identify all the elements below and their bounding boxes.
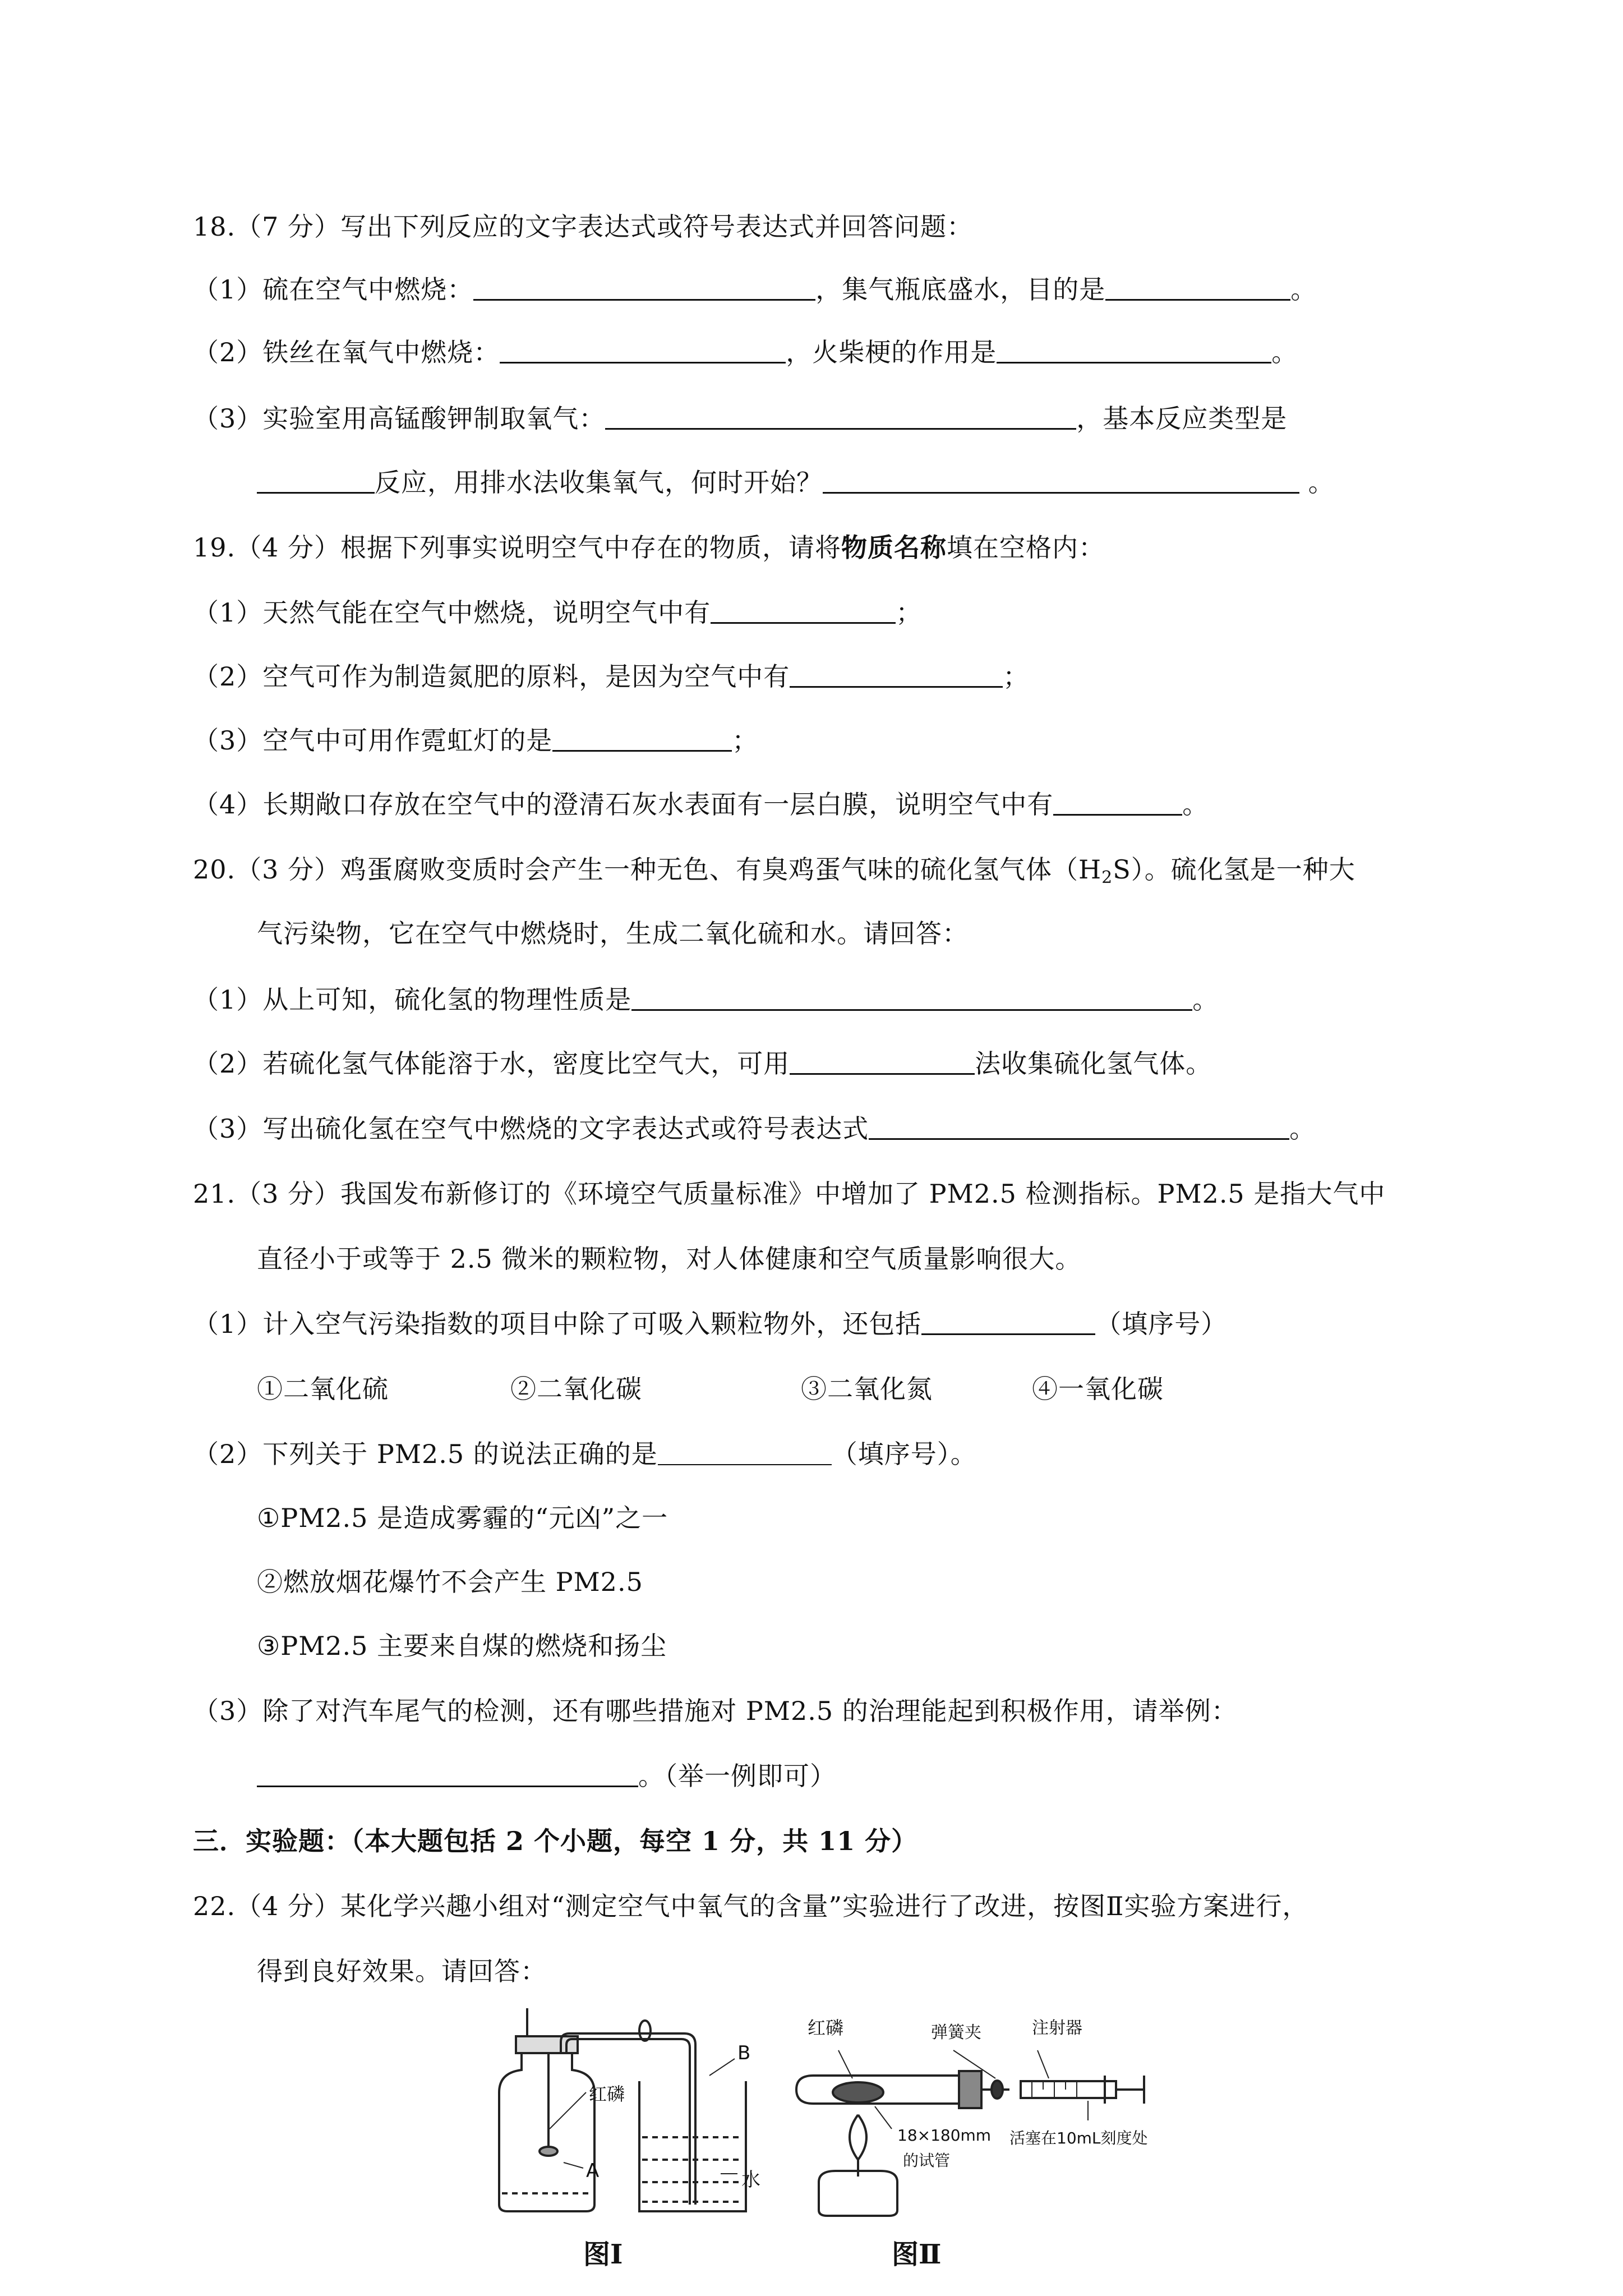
q19-p1-blank[interactable] [711,597,896,624]
q22-title [193,1889,1308,1923]
q19-p2-blank[interactable] [790,661,1003,688]
q18-p1-middle: ，集气瓶底盛水，目的是 [815,274,1106,305]
q21-part1 [193,1307,1227,1341]
q21-title [193,1177,1385,1211]
q18-p3-middle: ，基本反应类型是 [1076,403,1288,434]
q21-option-4-text: ④一氧化碳 [1032,1374,1164,1404]
q19-part1 [193,596,922,629]
figure-2-label-spring-clip: 弹簧夹 [931,2023,981,2042]
q22-title-text: 22.（4 分）某化学兴趣小组对“测定空气中氧气的含量”实验进行了改进，按图Ⅱ实验方案进行， [193,1891,1309,1921]
q20-title-subscript: 2 [1101,868,1113,887]
q20-part3 [193,1112,1316,1145]
q19-title-pre: 19.（4 分）根据下列事实说明空气中存在的物质，请将 [193,532,842,563]
q19-p3-blank[interactable] [552,725,732,752]
figure-1-label-water: 水 [741,2169,760,2191]
q19-p2-end: ； [1003,661,1030,692]
q21-part3-cont [257,1759,836,1793]
figure-2-label-tube: 的试管 [903,2151,951,2170]
q21-statement-2 [257,1565,643,1599]
q21-p1-end: （填序号） [1095,1309,1228,1339]
q20-part2 [193,1047,1212,1080]
q19-p4-end: 。 [1182,789,1209,820]
q21-statement-1 [257,1501,668,1535]
q21-s2-text: ②燃放烟花爆竹不会产生 PM2.5 [257,1567,643,1597]
figure-1-label-red-phosphorus: 红磷 [589,2083,625,2105]
section3-title-text: 三．实验题：（本大题包括 2 个小题，每空 1 分，共 11 分） [193,1826,918,1856]
q20-p3-end: 。 [1289,1114,1316,1144]
q19-p2-prefix: （2）空气可作为制造氮肥的原料，是因为空气中有 [193,661,790,692]
q18-part2 [193,335,1298,369]
q20-p1-blank[interactable] [631,984,1192,1011]
q21-title2-text: 直径小于或等于 2.5 微米的颗粒物，对人体健康和空气质量影响很大。 [257,1244,1082,1274]
q20-title-post: S）。硫化氢是一种大 [1113,854,1355,885]
q18-title [193,210,973,243]
q20-p2-end: 法收集硫化氢气体。 [975,1048,1212,1079]
q21-p1-blank[interactable] [921,1309,1095,1335]
figure-2-label-piston: 活塞在10mL刻度处 [1009,2129,1148,2147]
q18-p2-prefix: （2）铁丝在氧气中燃烧： [193,337,500,367]
q20-p3-blank[interactable] [869,1114,1289,1140]
q18-title-text: 18.（7 分）写出下列反应的文字表达式或符号表达式并回答问题： [193,211,974,242]
figure-2-label-tube-size: 18×180mm [897,2126,992,2145]
figure-2-apparatus [785,2008,1166,2221]
section3-heading [193,1824,917,1858]
q18-p1-prefix: （1）硫在空气中燃烧： [193,274,474,305]
q18-part3-cont [257,466,1335,499]
q21-option-1 [257,1372,389,1406]
q21-s1-text: ①PM2.5 是造成雾霾的“元凶”之一 [257,1503,668,1533]
q19-p1-end: ； [896,597,923,628]
q20-p1-prefix: （1）从上可知，硫化氢的物理性质是 [193,984,632,1015]
q21-option-4 [1032,1372,1164,1406]
q21-option-3-text: ③二氧化氮 [801,1374,933,1404]
q20-title-pre: 20.（3 分）鸡蛋腐败变质时会产生一种无色、有臭鸡蛋气味的硫化氢气体（H [193,854,1102,885]
figure-1-caption: 图Ⅰ [583,2239,623,2270]
q21-p2-blank[interactable] [658,1439,832,1465]
q20-p3-prefix: （3）写出硫化氢在空气中燃烧的文字表达式或符号表达式 [193,1114,869,1144]
q18-part3 [193,402,1287,435]
q20-title2-text: 气污染物，它在空气中燃烧时，生成二氧化硫和水。请回答： [257,918,969,949]
figure-2-label-syringe: 注射器 [1032,2018,1082,2038]
q18-p1-blank-equation[interactable] [473,274,815,301]
q18-p3-blank-type[interactable] [257,467,375,494]
q21-p1-prefix: （1）计入空气污染指数的项目中除了可吸入颗粒物外，还包括 [193,1309,922,1339]
q18-p1-blank-purpose[interactable] [1105,274,1290,301]
figure-1-label-a: A [586,2160,600,2182]
q21-title-text: 21.（3 分）我国发布新修订的《环境空气质量标准》中增加了 PM2.5 检测指标。PM2.5 是指大气中 [193,1179,1386,1209]
q20-p2-prefix: （2）若硫化氢气体能溶于水，密度比空气大，可用 [193,1048,790,1079]
q18-p2-middle: ，火柴梗的作用是 [786,337,997,367]
q21-p3b-end: 。（举一例即可） [638,1761,836,1791]
q21-s3-text: ③PM2.5 主要来自煤的燃烧和扬尘 [257,1631,667,1661]
q22-title-line2 [257,1954,547,1988]
q18-p2-blank-equation[interactable] [500,337,786,364]
q18-p3-blank-when[interactable] [823,467,1299,494]
q21-p3-text: （3）除了对汽车尾气的检测，还有哪些措施对 PM2.5 的治理能起到积极作用，请举例： [193,1696,1238,1726]
q20-part1 [193,983,1219,1016]
q19-part4 [193,788,1209,821]
q21-option-2-text: ②二氧化碳 [510,1374,642,1404]
q21-statement-3 [257,1629,667,1663]
q19-part3 [193,724,758,757]
q18-p3-prefix: （3）实验室用高锰酸钾制取氧气： [193,403,606,434]
q19-p1-prefix: （1）天然气能在空气中燃烧，说明空气中有 [193,597,711,628]
q18-p1-end: 。 [1290,274,1317,305]
q20-p2-blank[interactable] [790,1048,975,1075]
q19-p3-end: ； [732,725,759,756]
q20-title [193,853,1355,886]
q20-title-line2 [257,917,969,950]
q19-p4-prefix: （4）长期敞口存放在空气中的澄清石灰水表面有一层白膜，说明空气中有 [193,789,1054,820]
q19-title-bold: 物质名称 [841,532,947,563]
q21-p2-end: （填序号）。 [831,1439,977,1469]
q21-p2-prefix: （2）下列关于 PM2.5 的说法正确的是 [193,1439,658,1469]
q18-p2-end: 。 [1271,337,1298,367]
figure-2-caption: 图Ⅱ [892,2239,942,2270]
q18-p2-blank-match[interactable] [997,337,1271,364]
q21-part3 [193,1694,1238,1728]
q20-p1-end: 。 [1192,984,1219,1015]
q21-p3-blank[interactable] [257,1761,638,1787]
q21-option-2 [510,1372,642,1406]
figure-2-label-red-phosphorus: 红磷 [808,2017,844,2039]
q18-p3b-end: 。 [1299,467,1335,498]
q18-p3-blank-equation[interactable] [605,403,1076,430]
q19-p4-blank[interactable] [1053,789,1182,816]
q18-p3b-middle: 反应，用排水法收集氧气，何时开始？ [375,467,823,498]
q21-option-1-text: ①二氧化硫 [257,1374,389,1404]
q22-title2-text: 得到良好效果。请回答： [257,1956,547,1986]
q19-title [193,531,1105,564]
q21-part2 [193,1437,977,1471]
q18-part1 [193,273,1317,306]
figure-1-apparatus [482,2008,796,2221]
q21-option-3 [801,1372,933,1406]
q19-p3-prefix: （3）空气中可用作霓虹灯的是 [193,725,553,756]
q21-title-line2 [257,1242,1081,1276]
q19-title-post: 填在空格内： [947,532,1105,563]
figure-1-label-b: B [737,2042,751,2064]
q19-part2 [193,660,1029,693]
